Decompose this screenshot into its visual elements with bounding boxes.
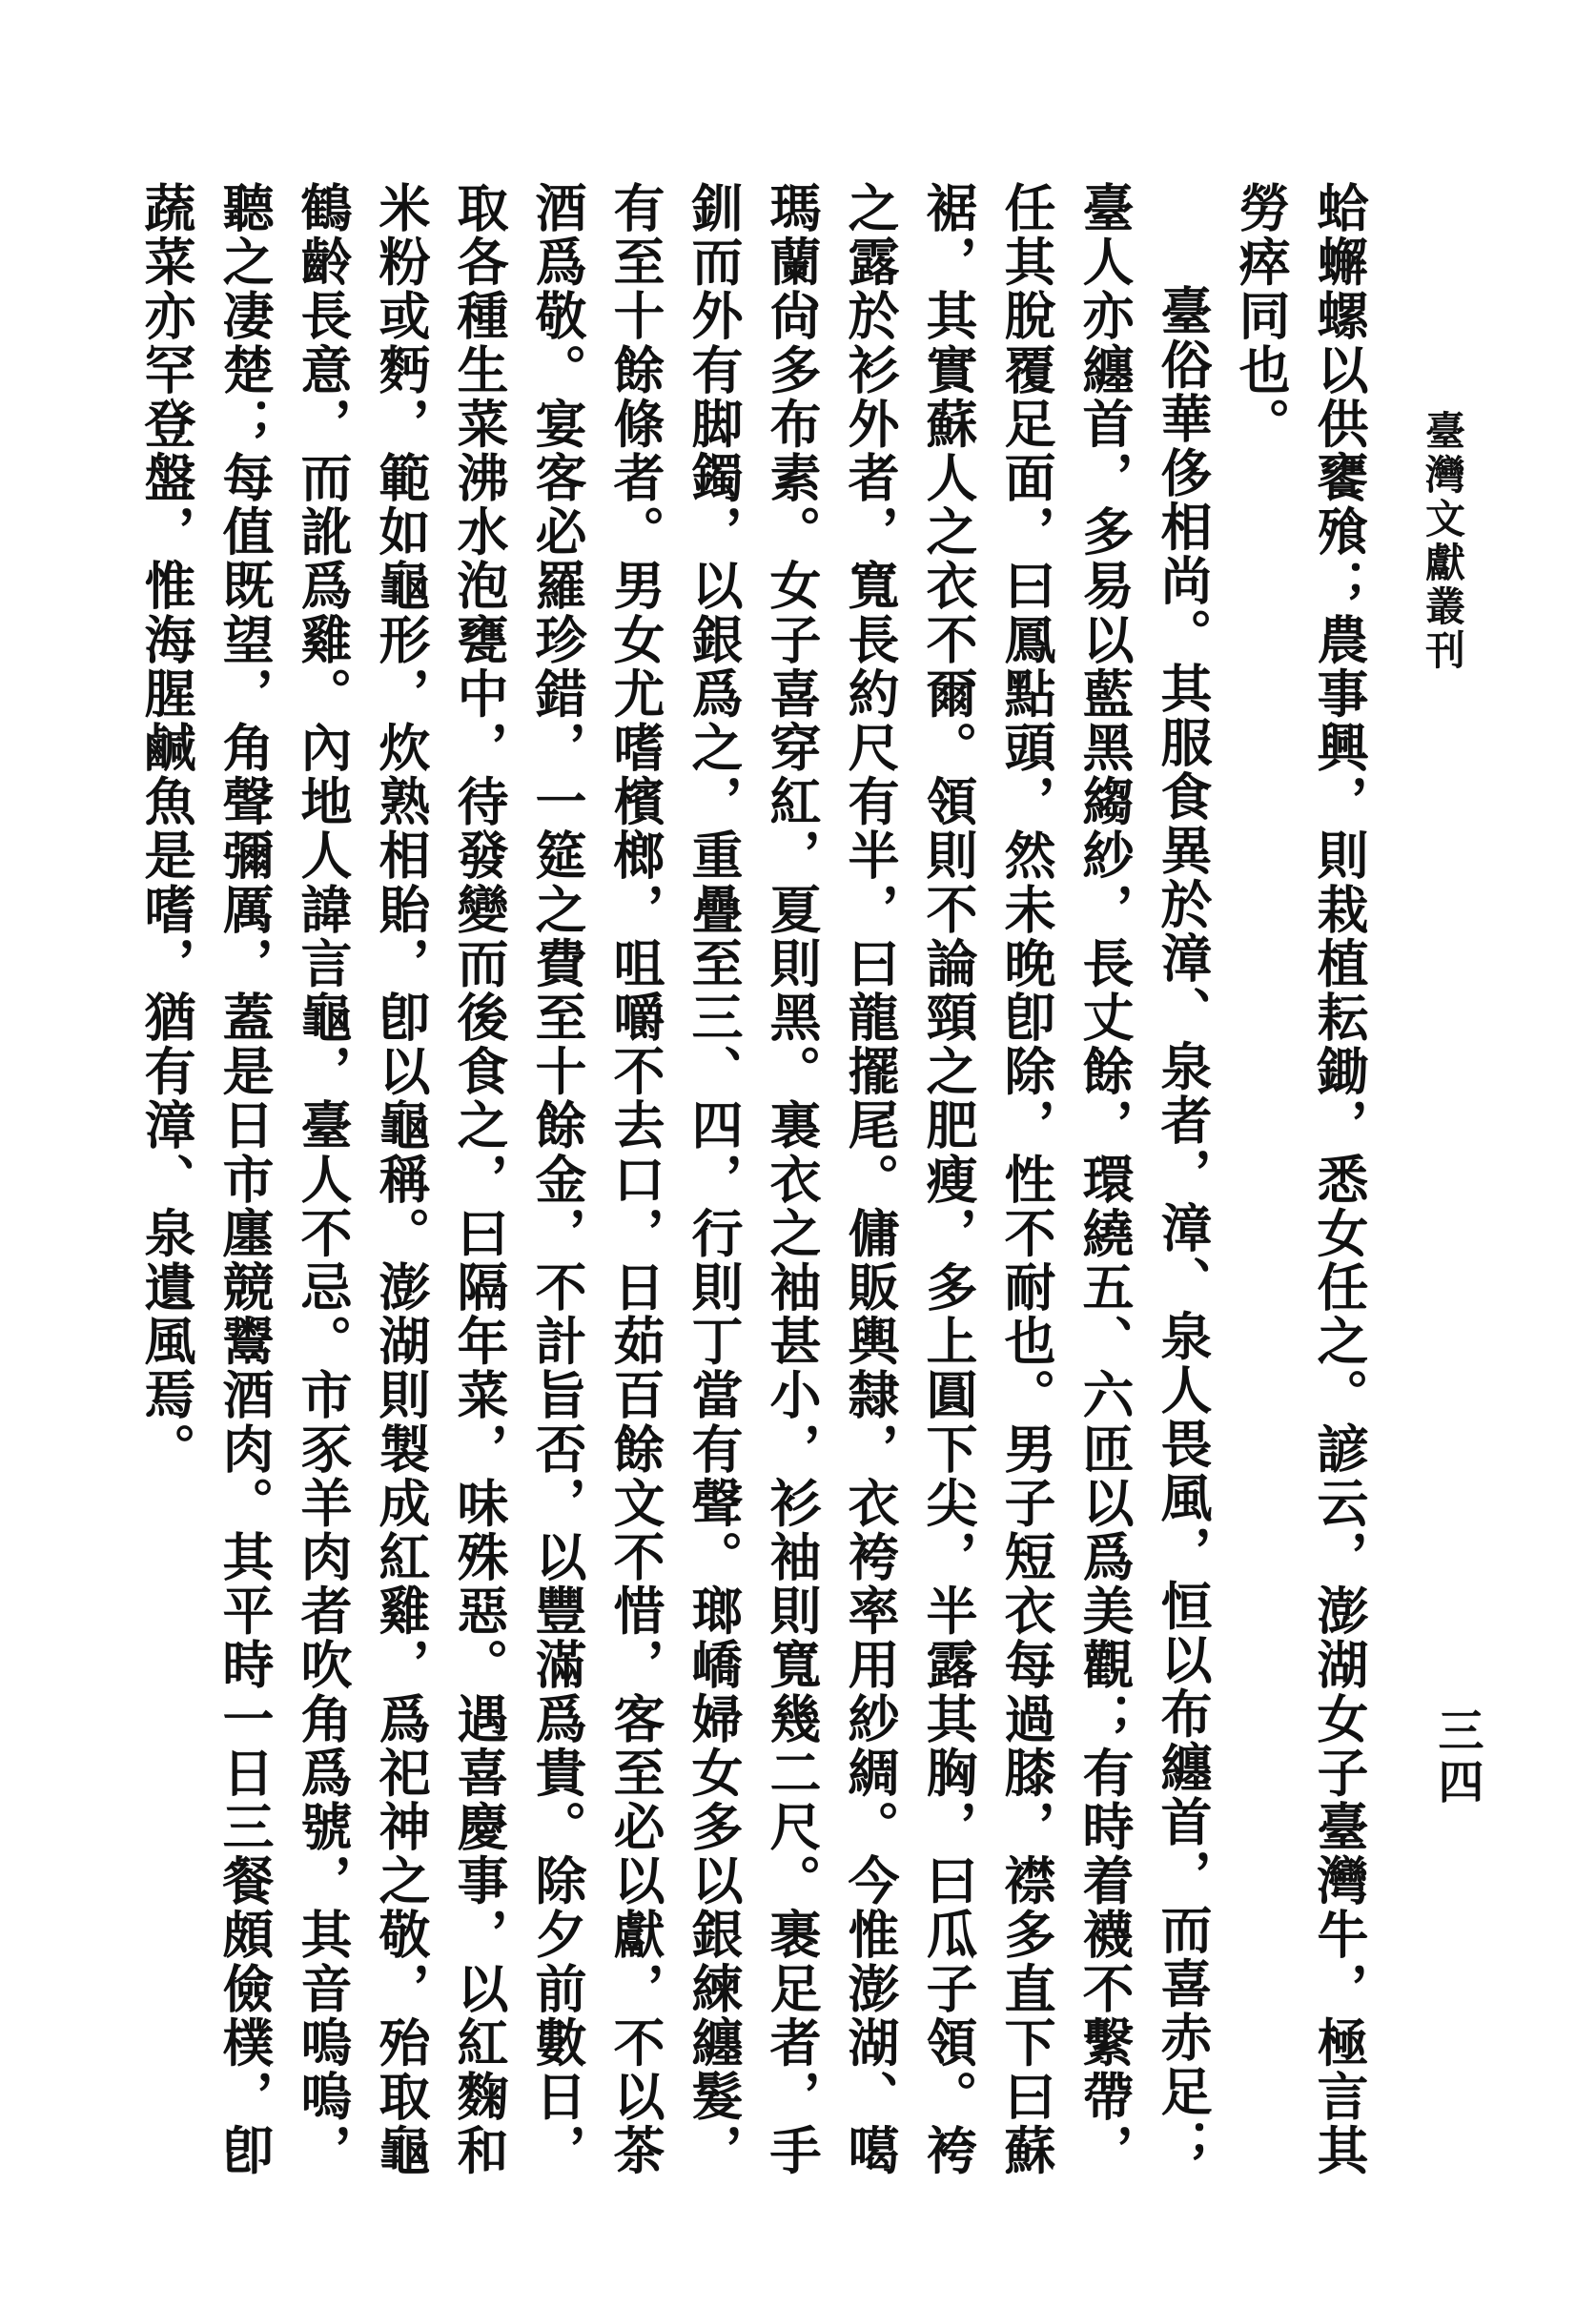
running-title: 臺灣文獻叢刊 [1420,410,1466,673]
page-number: 三四 [1430,1706,1483,1809]
paragraph-customs: 臺俗華侈相尚。其服食異於漳、泉者，漳、泉人畏風，恒以布纏首，而喜赤足；臺人亦纏首，多易以藍黑縐紗，長丈餘，環繞五、六匝以爲美觀；有時着襪不繫帶，任其脫覆足面，曰鳳點頭，然未晚卽除，性不耐也。男子短衣每過膝，襟多直下曰蘇裾，其實蘇人之衣不爾。領則不論頸之肥瘦，多上圓下尖，半露其胸，曰瓜子領。袴之露於衫外者，寬長約尺有半，曰龍擺尾。傭販輿隸，衣袴率用紗綢。今惟澎湖、噶瑪蘭尙多布素。女子喜穿紅，夏則黑。裏衣之袖甚小，衫袖則寬幾二尺。裹足者，手釧而外有脚鐲，以銀爲之，重疊至三、四，行則丁當有聲。瑯嶠婦女多以銀練纏髮，有至十餘條者。男女尤嗜檳榔，咀嚼不去口，日茹百餘文不惜，客至必以獻，不以茶酒爲敬。宴客必羅珍錯，一筵之費至十餘金，不計旨否，以豐滿爲貴。除夕前數日，取各種生菜沸水泡甕中，待發變而後食之，曰隔年菜，味殊惡。遇喜慶事，以紅麴和米粉或麪，範如龜形，炊熟相貽，卽以龜稱。澎湖則製成紅雞，爲祀神之敬，殆取龜鶴齡長意，而訛爲雞。內地人諱言龜，臺人不忌。市豕羊肉者吹角爲號，其音嗚嗚，聽之凄楚；每值既望，角聲彌厲，蓋是日市廛競鬻酒肉。其平時一日三餐頗儉樸，卽蔬菜亦罕登盤，惟海腥鹹魚是嗜，猶有漳、泉遺風焉。 [136,181,1214,2178]
paragraph-continuation: 蛤蠏螺以供饔飱；農事興，則栽植耘鋤，悉女任之。諺云，澎湖女子臺灣牛，極言其勞瘁同也。 [1231,181,1370,2178]
body-text [128,181,1379,2202]
